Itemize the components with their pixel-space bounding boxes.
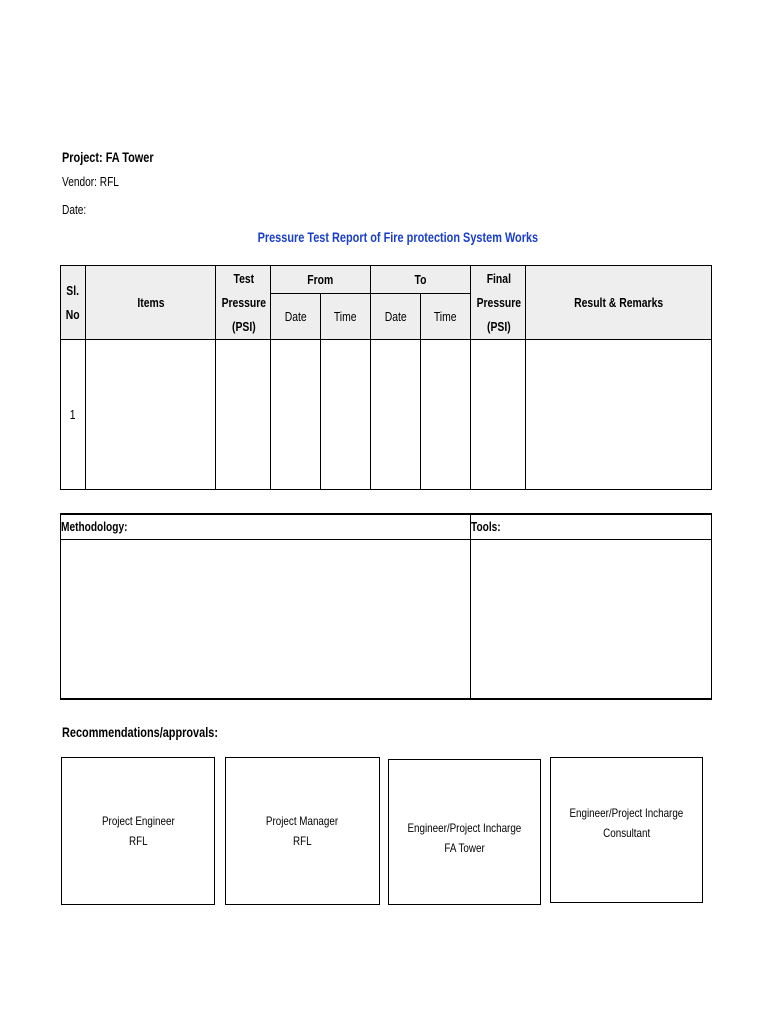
col-header-from-date: Date (271, 294, 321, 340)
approval-role: Engineer/Project Incharge (569, 806, 684, 820)
methodology-field[interactable] (61, 540, 471, 700)
approval-box-project-engineer (61, 757, 215, 905)
col-header-result-remarks: Result & Remarks (526, 266, 712, 340)
approval-org: Consultant (602, 826, 651, 840)
tools-label: Tools: (471, 514, 712, 540)
recommendations-label: Recommendations/approvals: (62, 724, 218, 740)
col-header-sl-no: Sl. No (61, 266, 86, 340)
cell-final-pressure[interactable] (471, 340, 526, 490)
methodology-label: Methodology: (61, 514, 471, 540)
cell-to-date[interactable] (371, 340, 421, 490)
approval-org: FA Tower (444, 841, 485, 855)
project-label: Project: FA Tower (62, 149, 154, 165)
approval-org: RFL (293, 834, 312, 848)
methodology-table (60, 513, 712, 700)
col-header-to-date: Date (371, 294, 421, 340)
col-header-from: From (271, 266, 371, 294)
vendor-label: Vendor: RFL (62, 174, 119, 189)
col-header-to-time: Time (421, 294, 471, 340)
date-label: Date: (62, 202, 87, 217)
cell-result-remarks[interactable] (526, 340, 712, 490)
col-header-from-time: Time (321, 294, 371, 340)
cell-test-pressure[interactable] (216, 340, 271, 490)
approval-role: Project Manager (266, 814, 339, 828)
approval-box-consultant-incharge (550, 757, 703, 903)
cell-to-time[interactable] (421, 340, 471, 490)
table-row (61, 340, 712, 490)
approval-box-project-manager (225, 757, 380, 905)
approval-box-fa-tower-incharge (388, 759, 541, 905)
col-header-test-pressure: Test Pressure (PSI) (216, 266, 271, 340)
approval-org: RFL (128, 834, 148, 848)
cell-items[interactable] (86, 340, 216, 490)
col-header-items: Items (86, 266, 216, 340)
col-header-final-pressure: Final Pressure (PSI) (471, 266, 526, 340)
approval-role: Engineer/Project Incharge (407, 821, 522, 835)
cell-from-date[interactable] (271, 340, 321, 490)
approval-role: Project Engineer (101, 814, 175, 828)
pressure-test-table (60, 265, 712, 490)
report-title: Pressure Test Report of Fire protection System Works (257, 229, 539, 245)
cell-sl-no: 1 (61, 340, 86, 490)
cell-from-time[interactable] (321, 340, 371, 490)
tools-field[interactable] (471, 540, 712, 700)
col-header-to: To (371, 266, 471, 294)
